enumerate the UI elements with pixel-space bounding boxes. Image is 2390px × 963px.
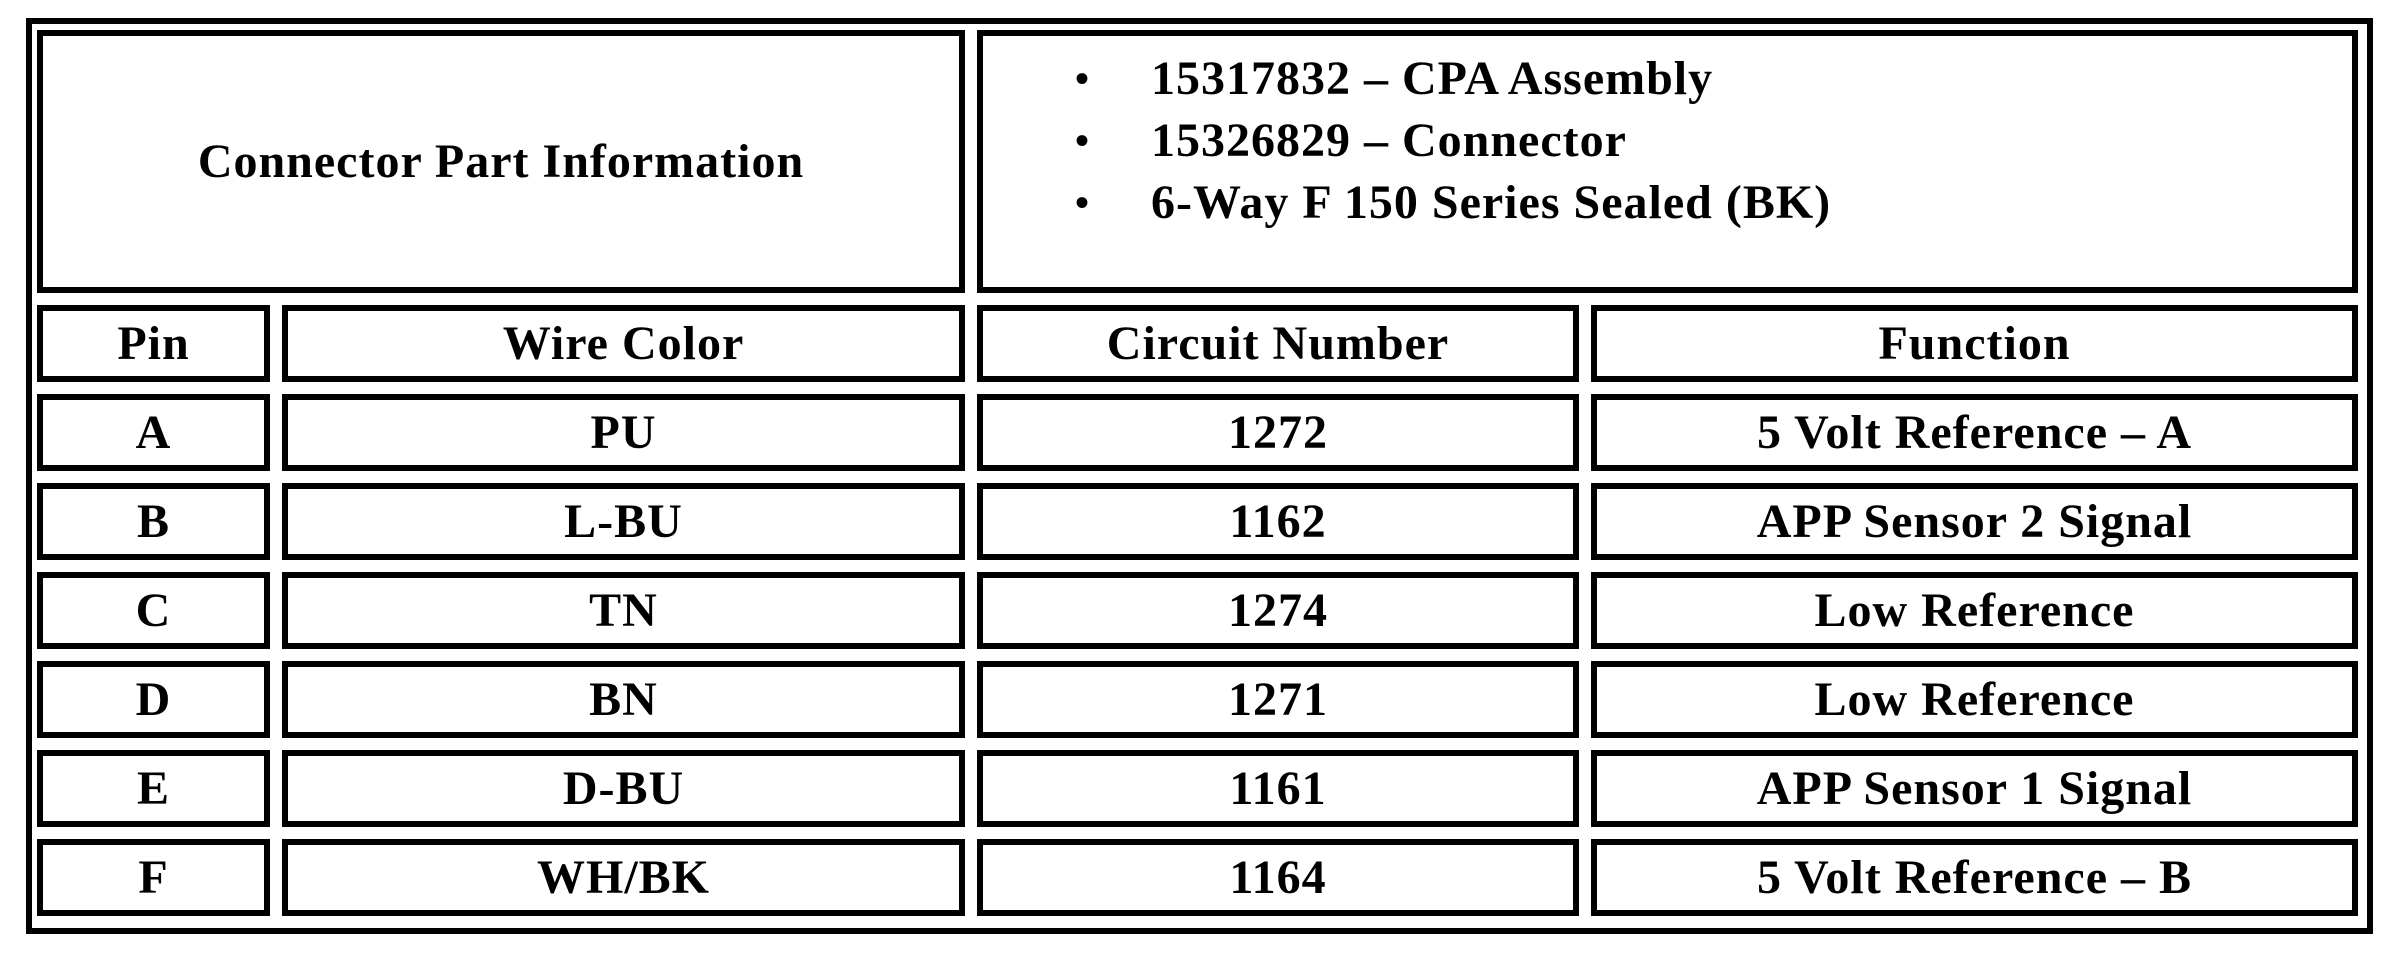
table-cell-circuit-number: 1164 [977, 839, 1579, 916]
table-cell-circuit-number: 1161 [977, 750, 1579, 827]
table-cell-pin: C [37, 572, 270, 649]
table-cell-pin: F [37, 839, 270, 916]
table-cell-wire-color: WH/BK [282, 839, 965, 916]
connector-part-info-list [977, 30, 2358, 293]
info-item [1075, 110, 1831, 172]
table-cell-function: 5 Volt Reference – B [1591, 839, 2358, 916]
table-cell-circuit-number: 1162 [977, 483, 1579, 560]
table-cell-wire-color: D-BU [282, 750, 965, 827]
table-cell-pin: D [37, 661, 270, 738]
info-text: 6-Way F 150 Series Sealed (BK) [1151, 176, 1832, 229]
column-header-circuit-number: Circuit Number [977, 305, 1579, 382]
table-grid [37, 30, 2358, 916]
table-cell-wire-color: L-BU [282, 483, 965, 560]
table-cell-function: Low Reference [1591, 572, 2358, 649]
table-cell-circuit-number: 1271 [977, 661, 1579, 738]
table-cell-wire-color: PU [282, 394, 965, 471]
table-cell-circuit-number: 1272 [977, 394, 1579, 471]
bullet-icon: • [1075, 118, 1091, 163]
table-cell-function: 5 Volt Reference – A [1591, 394, 2358, 471]
info-text: 15317832 – CPA Assembly [1151, 52, 1714, 105]
table-cell-pin: B [37, 483, 270, 560]
table-cell-function: APP Sensor 1 Signal [1591, 750, 2358, 827]
table-cell-function: APP Sensor 2 Signal [1591, 483, 2358, 560]
column-header-function: Function [1591, 305, 2358, 382]
info-item [1075, 48, 1831, 110]
bullet-icon: • [1075, 56, 1091, 101]
column-header-pin: Pin [37, 305, 270, 382]
connector-part-info-title: Connector Part Information [37, 30, 965, 293]
table-cell-pin: E [37, 750, 270, 827]
table-cell-wire-color: TN [282, 572, 965, 649]
info-item [1075, 172, 1831, 234]
table-cell-pin: A [37, 394, 270, 471]
bullet-icon: • [1075, 180, 1091, 225]
table-cell-wire-color: BN [282, 661, 965, 738]
info-text: 15326829 – Connector [1151, 114, 1627, 167]
table-cell-function: Low Reference [1591, 661, 2358, 738]
connector-table [26, 18, 2373, 934]
table-cell-circuit-number: 1274 [977, 572, 1579, 649]
column-header-wire-color: Wire Color [282, 305, 965, 382]
